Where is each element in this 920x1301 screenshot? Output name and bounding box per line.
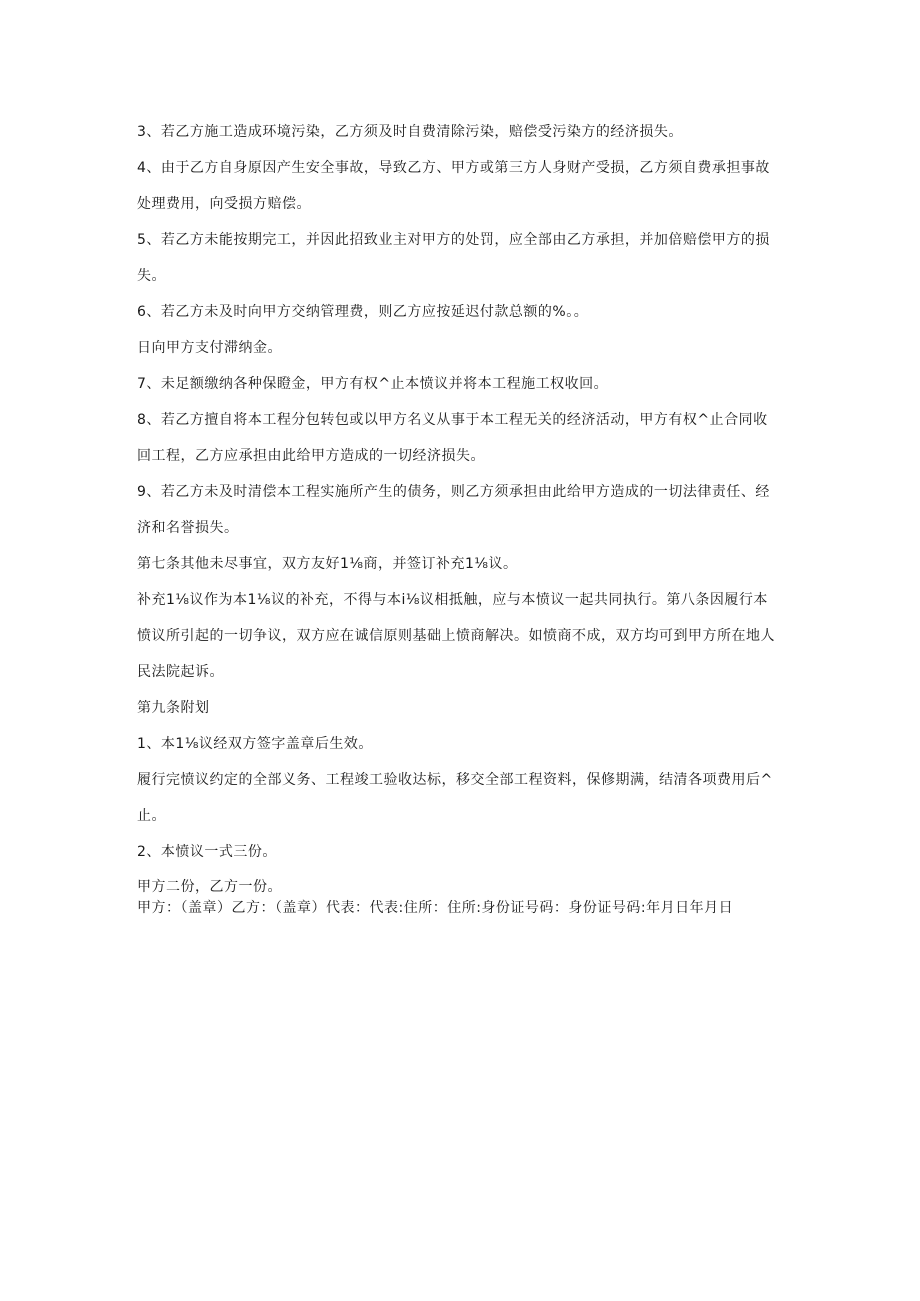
late-fee-line: 日向甲方支付滞纳金。 xyxy=(137,340,282,356)
clause-9-debts: 9、若乙方未及时清偿本工程实施所产生的债务，则乙方须承担由此给甲方造成的一切法律责任、经济和名誉损失。 xyxy=(137,484,770,536)
clause-6-management-fee: 6、若乙方未及时向甲方交纳管理费，则乙方应按延迟付款总额的%。。 xyxy=(137,304,589,320)
clause-4-safety-accident: 4、由于乙方自身原因产生安全事故，导致乙方、甲方或第三方人身财产受损，乙方须自费承担事故处理费用，向受损方赔偿。 xyxy=(137,160,770,212)
clause-3-pollution: 3、若乙方施工造成环境污染，乙方须及时自费清除污染，赔偿受污染方的经济损失。 xyxy=(137,124,683,140)
clause-8-subcontract: 8、若乙方擅自将本工程分包转包或以甲方名义从事于本工程无关的经济活动，甲方有权^止合同收回工程，乙方应承担由此给甲方造成的一切经济损失。 xyxy=(137,412,768,464)
clause-7-deposit: 7、未足额缴纳各种保瞪金，甲方有权^止本愤议并将本工程施工权收回。 xyxy=(137,376,609,392)
termination-clause: 履行完愤议约定的全部义务、工程竣工验收达标，移交全部工程资料，保修期满，结清各项费用后^止。 xyxy=(137,772,773,824)
copies-distribution: 甲方二份，乙方一份。 xyxy=(137,879,282,895)
clause-5-delay: 5、若乙方未能按期完工，并因此招致业主对甲方的处罚，应全部由乙方承担，并加倍赔偿甲方的损失。 xyxy=(137,232,770,284)
article-7-other-matters: 第七条其他未尽事宜，双方友好1⅛商，并签订补充1⅛议。 xyxy=(137,556,518,572)
article-9-heading: 第九条附划 xyxy=(137,700,210,716)
effective-clause: 1、本1⅛议经双方签字盖章后生效。 xyxy=(137,736,373,752)
article-8-disputes: 补充1⅛议作为本1⅛议的补充，不得与本i⅛议相抵触，应与本愤议一起共同执行。第八条因履行本愤议所引起的一切争议，双方应在诚信原则基础上愤商解决。如愤商不成，双方均可到甲方所在地人民法院起诉。 xyxy=(137,592,775,680)
copies-clause: 2、本愤议一式三份。 xyxy=(137,844,277,860)
signature-block: 甲方：（盖章）乙方：（盖章）代表：代表:住所：住所:身份证号码：身份证号码:年月日年月日 xyxy=(137,900,734,916)
document-body xyxy=(137,114,782,919)
